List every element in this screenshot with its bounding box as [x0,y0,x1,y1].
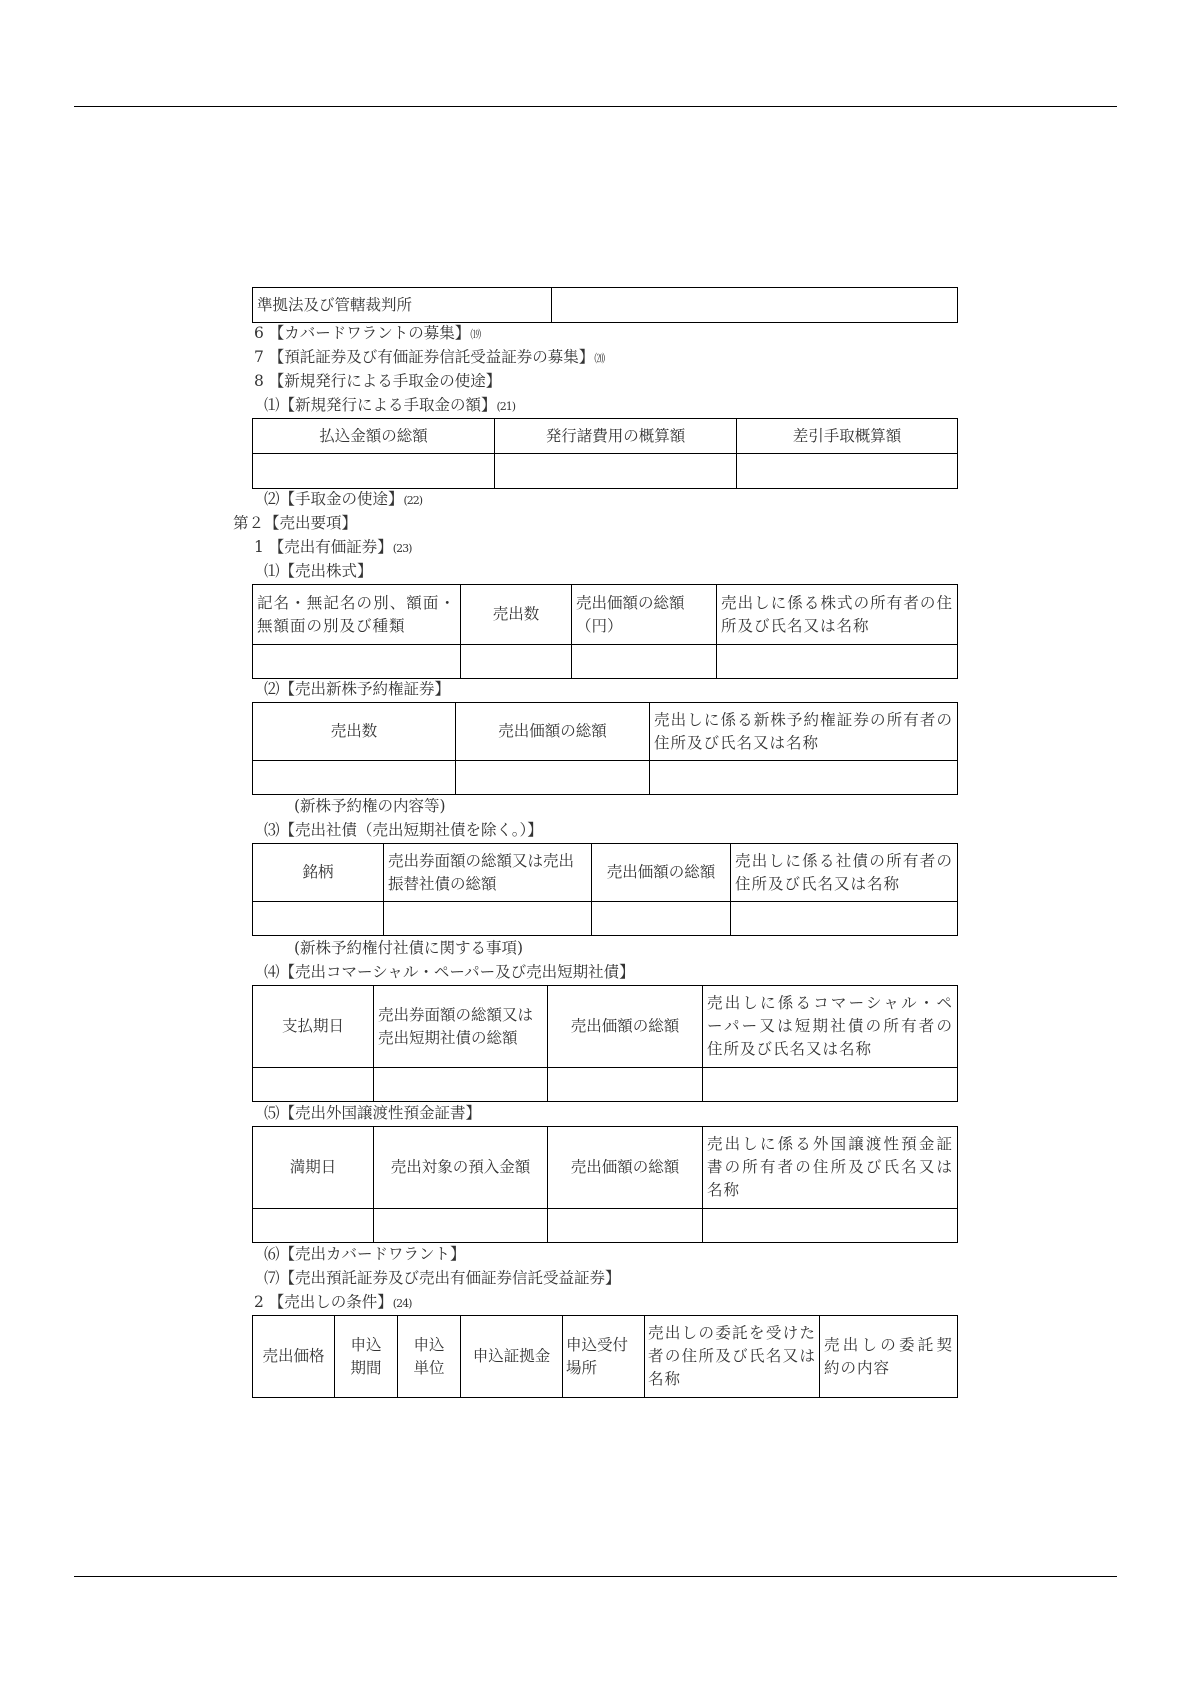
table-header: 売出しに係る社債の所有者の住所及び氏名又は名称 [731,844,958,902]
table-header: 売出価額の総額 [548,986,703,1068]
heading-6: 6 【カバードワラントの募集】⒆ [254,324,481,342]
footnote-ref: ⒆ [470,328,481,341]
heading-s1-2: ⑵【売出新株予約権証券】 [264,680,451,698]
table-cell[interactable] [253,1209,374,1243]
table-header: 申込期間 [335,1316,398,1398]
heading-s1-6: ⑹【売出カバードワラント】 [264,1245,466,1263]
heading-s1-2-sub: (新株予約権の内容等) [294,797,446,815]
header-rule [74,106,1117,107]
table-header: 売出価額の総額 [548,1127,703,1209]
footer-rule [74,1576,1117,1577]
table-header: 売出しに係る外国譲渡性預金証書の所有者の住所及び氏名又は名称 [703,1127,958,1209]
table-cell[interactable] [703,1209,958,1243]
heading-8-1: ⑴【新規発行による手取金の額】(21) [264,396,516,414]
table-cell[interactable] [253,1068,374,1102]
table-header: 申込証拠金 [461,1316,563,1398]
heading-s1: 1 【売出有価証券】(23) [254,538,412,556]
table-cell[interactable] [495,454,737,489]
table-cell[interactable] [253,645,461,679]
heading-s1-3-sub: (新株予約権付社債に関する事項) [294,939,524,957]
heading-s1-1: ⑴【売出株式】 [264,562,373,580]
table-cell[interactable] [548,1209,703,1243]
table-cell[interactable] [374,1068,548,1102]
table-cell[interactable] [253,902,384,936]
commercial-paper-table [252,985,958,1102]
table-header: 売出数 [461,585,572,645]
table-cell[interactable] [253,761,456,795]
table-header: 売出しに係る株式の所有者の住所及び氏名又は名称 [717,585,958,645]
table-header: 発行諸費用の概算額 [495,419,737,454]
table-header: 記名・無記名の別、額面・無額面の別及び種類 [253,585,461,645]
table-header: 売出価額の総額 [592,844,731,902]
footnote-ref: ⒇ [594,352,605,365]
table-header: 売出しに係る新株予約権証券の所有者の住所及び氏名又は名称 [650,703,958,761]
table-header: 売出しに係るコマーシャル・ペーパー又は短期社債の所有者の住所及び氏名又は名称 [703,986,958,1068]
table-header: 払込金額の総額 [253,419,495,454]
heading-s1-4: ⑷【売出コマーシャル・ペーパー及び売出短期社債】 [264,963,635,981]
table-header: 売出価額の総額 [456,703,650,761]
table-header: 売出しの委託契約の内容 [820,1316,958,1398]
table-header: 満期日 [253,1127,374,1209]
table-header: 売出対象の預入金額 [374,1127,548,1209]
footnote-ref: (22) [403,494,423,507]
table-header: 申込単位 [398,1316,461,1398]
heading-part-2: 第２【売出要項】 [233,514,358,532]
heading-s2: 2 【売出しの条件】(24) [254,1293,412,1311]
footnote-ref: (24) [392,1297,412,1310]
table-cell[interactable] [374,1209,548,1243]
shares-table [252,584,958,679]
table-header: 売出価額の総額（円） [572,585,717,645]
heading-s1-3: ⑶【売出社債（売出短期社債を除く。）】 [264,821,543,839]
table-cell[interactable] [548,1068,703,1102]
table-cell[interactable] [572,645,717,679]
heading-8: 8 【新規発行による手取金の使途】 [254,372,502,390]
certificate-of-deposit-table [252,1126,958,1243]
table-header: 売出券面額の総額又は売出短期社債の総額 [374,986,548,1068]
bonds-table [252,843,958,936]
table-header: 銘柄 [253,844,384,902]
table-cell[interactable] [592,902,731,936]
sale-conditions-table [252,1315,958,1398]
table-cell[interactable] [737,454,958,489]
table-cell[interactable] [253,454,495,489]
governing-law-label: 準拠法及び管轄裁判所 [253,288,552,323]
table-header: 差引手取概算額 [737,419,958,454]
heading-s1-5: ⑸【売出外国譲渡性預金証書】 [264,1104,482,1122]
proceeds-table [252,418,958,489]
footnote-ref: (21) [496,400,516,413]
warrants-table [252,702,958,795]
heading-8-2: ⑵【手取金の使途】(22) [264,490,423,508]
table-header: 申込受付場所 [563,1316,645,1398]
table-cell[interactable] [461,645,572,679]
table-cell[interactable] [384,902,592,936]
table-header: 売出価格 [253,1316,335,1398]
table-cell[interactable] [650,761,958,795]
governing-law-table [252,287,958,323]
table-cell[interactable] [703,1068,958,1102]
governing-law-value[interactable] [552,288,958,323]
heading-7: 7 【預託証券及び有価証券信託受益証券の募集】⒇ [254,348,605,366]
footnote-ref: (23) [392,542,412,555]
table-cell[interactable] [456,761,650,795]
table-header: 売出しの委託を受けた者の住所及び氏名又は名称 [645,1316,820,1398]
table-header: 売出数 [253,703,456,761]
table-cell[interactable] [731,902,958,936]
heading-s1-7: ⑺【売出預託証券及び売出有価証券信託受益証券】 [264,1269,621,1287]
table-cell[interactable] [717,645,958,679]
table-header: 支払期日 [253,986,374,1068]
table-header: 売出券面額の総額又は売出振替社債の総額 [384,844,592,902]
